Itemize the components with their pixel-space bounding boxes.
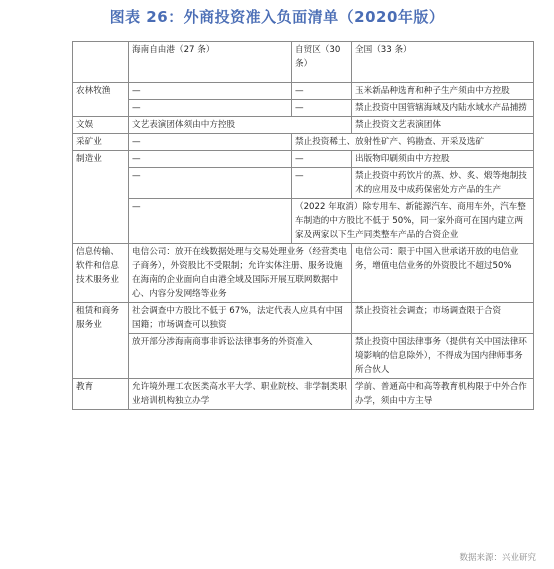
hainan-cell: 文艺表演团体须由中方控股 xyxy=(129,117,352,134)
hainan-cell: 电信公司：放开在线数据处理与交易处理业务（经营类电子商务），外资股比不受限制；允许实体注册、服务设施在海南的企业面向自由港全域及国际开展互联网数据中心、内容分发网络等业务 xyxy=(129,244,352,303)
data-source: 数据来源：兴业研究 xyxy=(459,553,536,563)
table-row xyxy=(73,334,534,379)
hainan-cell: 放开部分涉海南商事非诉讼法律事务的外资准入 xyxy=(129,334,352,379)
category-cell: 农林牧渔 xyxy=(73,83,129,117)
table-row xyxy=(73,379,534,410)
table-row xyxy=(73,134,534,151)
chart-title: 图表 26：外商投资准入负面清单（2020年版） xyxy=(109,8,445,26)
category-cell: 制造业 xyxy=(73,151,129,244)
hainan-cell: 允许境外理工农医类高水平大学、职业院校、非学制类职业培训机构独立办学 xyxy=(129,379,352,410)
national-cell: 电信公司：限于中国入世承诺开放的电信业务，增值电信业务的外资股比不超过50% xyxy=(352,244,534,303)
hainan-cell: — xyxy=(129,151,292,168)
national-cell: 玉米新品种选育和种子生产须由中方控股 xyxy=(352,83,534,100)
national-cell: 禁止投资文艺表演团体 xyxy=(352,117,534,134)
header-hainan: 海南自由港（27 条） xyxy=(129,42,292,83)
table-row xyxy=(73,199,534,244)
header-category xyxy=(73,42,129,83)
national-cell: 禁止投资中药饮片的蒸、炒、炙、煅等炮制技术的应用及中成药保密处方产品的生产 xyxy=(352,168,534,199)
national-cell: 禁止投资中国管辖海域及内陆水域水产品捕捞 xyxy=(352,100,534,117)
table-row xyxy=(73,151,534,168)
category-cell: 教育 xyxy=(73,379,129,410)
table-row xyxy=(73,100,534,117)
table-row xyxy=(73,168,534,199)
hainan-cell: — xyxy=(129,100,292,117)
ftz-cell: — xyxy=(292,100,352,117)
ftz-cell: — xyxy=(292,83,352,100)
table-header-row xyxy=(73,42,534,83)
national-cell: 禁止投资中国法律事务（提供有关中国法律环境影响的信息除外），不得成为国内律师事务所合伙人 xyxy=(352,334,534,379)
negative-list-table xyxy=(72,41,534,410)
ftz-cell: — xyxy=(292,168,352,199)
national-cell: 禁止投资社会调查；市场调查限于合资 xyxy=(352,303,534,334)
national-cell: 学前、普通高中和高等教育机构限于中外合作办学，须由中方主导 xyxy=(352,379,534,410)
header-ftz: 自贸区（30 条） xyxy=(292,42,352,83)
header-national: 全国（33 条） xyxy=(352,42,534,83)
ftz-cell: — xyxy=(292,151,352,168)
category-cell: 采矿业 xyxy=(73,134,129,151)
table-row xyxy=(73,303,534,334)
table-row xyxy=(73,117,534,134)
hainan-cell: — xyxy=(129,83,292,100)
hainan-cell: 社会调查中方股比不低于 67%，法定代表人应具有中国国籍；市场调查可以独资 xyxy=(129,303,352,334)
category-cell: 信息传输、软件和信息技术服务业 xyxy=(73,244,129,303)
hainan-cell: — xyxy=(129,168,292,199)
hainan-cell: — xyxy=(129,199,292,244)
table-row xyxy=(73,244,534,303)
table-row xyxy=(73,83,534,100)
hainan-cell: — xyxy=(129,134,292,151)
national-cell: 禁止投资稀土、放射性矿产、钨勘查、开采及选矿 xyxy=(292,134,534,151)
national-cell: （2022 年取消）除专用车、新能源汽车、商用车外，汽车整车制造的中方股比不低于 50%，同一家外商可在国内建立两家及两家以下生产同类整车产品的合资企业 xyxy=(292,199,534,244)
national-cell: 出版物印刷须由中方控股 xyxy=(352,151,534,168)
category-cell: 文娱 xyxy=(73,117,129,134)
category-cell: 租赁和商务服务业 xyxy=(73,303,129,379)
